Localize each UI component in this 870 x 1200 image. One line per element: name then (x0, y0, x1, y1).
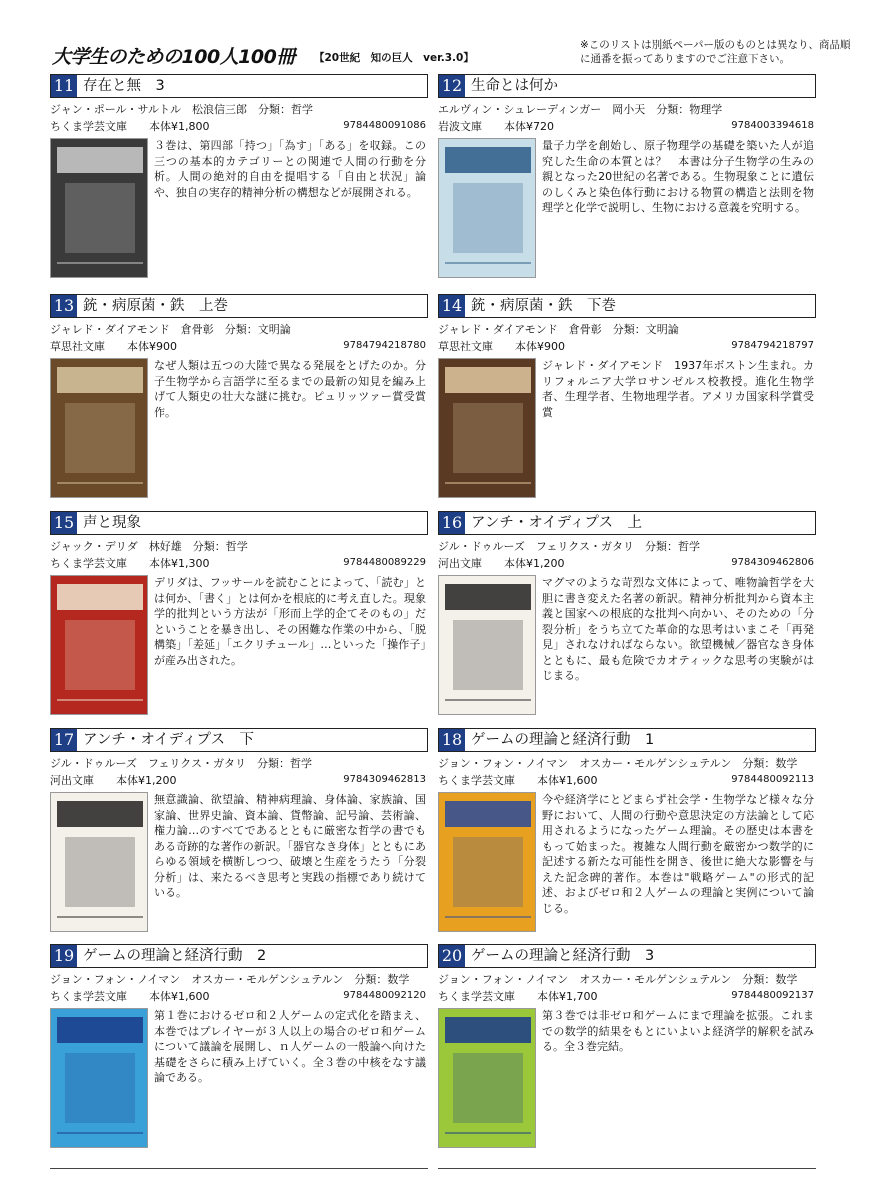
book-authors: ジョン・フォン・ノイマン オスカー・モルゲンシュテルン 分類：数学 (50, 973, 410, 986)
book-publisher-price: 河出文庫 本体¥1,200 (50, 774, 177, 787)
book-description: 第１巻におけるゼロ和２人ゲームの定式化を踏まえ、本巻ではプレイヤーが３人以上の場合のゼロ和ゲームについて議論を展開し、ｎ人ゲームの一般論へ向けた基礎をさらに積み上げていく。全３巻の中核をなす議論である。 (154, 1009, 426, 1084)
anti-oedipus-cover-1 (438, 575, 536, 715)
book-description: 今や経済学にとどまらず社会学・生物学など様々な分野において、人間の行動や意思決定の方法論として応用されるようになったゲーム理論。その歴史は本書をもって始まった。複雑な人間行動を厳密かつ数学的に記述する新たな可能性を開き、後世に絶大な影響を与えた記念碑的著作。本巻は"戦略ゲーム"の形式的記述、およびゼロ和２人ゲームの理論と実例について論じる。 (542, 793, 814, 915)
sartre-cover (50, 138, 148, 278)
book-isbn: 9784480092120 (343, 990, 426, 1001)
book-isbn: 9784480092137 (731, 990, 814, 1001)
book-publisher-price: 河出文庫 本体¥1,200 (438, 557, 565, 570)
derrida-cover (50, 575, 148, 715)
book-description: 第３巻では非ゼロ和ゲームにまで理論を拡張。これまでの数学的結果をもとにいよいよ経済学的解釈を試みる。全３巻完結。 (542, 1009, 814, 1053)
anti-oedipus-cover-2 (50, 792, 148, 932)
page-notice: ※このリストは別紙ペーパー版のものとは異なり、商品順に通番を振ってありますのでご注意下さい。 (580, 39, 851, 65)
book-authors: ジャレド・ダイアモンド 倉骨彰 分類：文明論 (438, 323, 679, 336)
book-card (50, 944, 428, 1166)
book-header (438, 294, 816, 318)
book-card (50, 74, 428, 296)
book-authors: ジョン・フォン・ノイマン オスカー・モルゲンシュテルン 分類：数学 (438, 973, 798, 986)
book-publisher-price: ちくま学芸文庫 本体¥1,600 (50, 990, 210, 1003)
book-description: ジャレド・ダイアモンド 1937年ボストン生まれ。カリフォルニア大学ロサンゼルス校教授。進化生物学者、生理学者、生物地理学者。アメリカ国家科学賞受賞 (542, 359, 814, 419)
book-isbn: 9784794218797 (731, 340, 814, 351)
book-title: ゲームの理論と経済行動 3 (471, 948, 655, 964)
book-number: 14 (439, 295, 465, 317)
book-publisher-price: ちくま学芸文庫 本体¥1,700 (438, 990, 598, 1003)
guns-cover-2 (438, 358, 536, 498)
book-publisher-price: ちくま学芸文庫 本体¥1,600 (438, 774, 598, 787)
book-publisher-price: ちくま学芸文庫 本体¥1,800 (50, 120, 210, 133)
book-card (50, 294, 428, 516)
schrodinger-cover (438, 138, 536, 278)
book-card (438, 294, 816, 516)
book-authors: ジャン・ポール・サルトル 松浪信三郎 分類：哲学 (50, 103, 314, 116)
game-theory-cover-3 (438, 1008, 536, 1148)
book-authors: ジョン・フォン・ノイマン オスカー・モルゲンシュテルン 分類：数学 (438, 757, 798, 770)
book-isbn: 9784309462813 (343, 774, 426, 785)
book-header (50, 74, 428, 98)
book-title: ゲームの理論と経済行動 1 (471, 732, 655, 748)
book-header (50, 728, 428, 752)
book-authors: ジャック・デリダ 林好雄 分類：哲学 (50, 540, 248, 553)
book-header (50, 511, 428, 535)
page-subtitle: 【20世紀 知の巨人 ver.3.0】 (314, 52, 474, 64)
book-authors: ジャレド・ダイアモンド 倉骨彰 分類：文明論 (50, 323, 291, 336)
book-card (438, 728, 816, 950)
book-header (438, 944, 816, 968)
book-authors: ジル・ドゥルーズ フェリクス・ガタリ 分類：哲学 (438, 540, 701, 553)
book-description: ３巻は、第四部「持つ」「為す」「ある」を収録。この三つの基本的カテゴリーとの関連で人間の行動を分析。人間の絶対的自由を提唱する「自由と状況」論や、独自の実存的精神分析の構想などが展開される。 (154, 139, 426, 199)
book-authors: エルヴィン・シュレーディンガー 岡小天 分類：物理学 (438, 103, 723, 116)
book-number: 17 (51, 729, 77, 751)
book-publisher-price: 岩波文庫 本体¥720 (438, 120, 554, 133)
book-title: 存在と無 3 (83, 78, 165, 94)
book-number: 20 (439, 945, 465, 967)
book-number: 19 (51, 945, 77, 967)
book-description: なぜ人類は五つの大陸で異なる発展をとげたのか。分子生物学から言語学に至るまでの最新の知見を編み上げて人類史の壮大な謎に挑む。ピュリッツァー賞受賞作。 (154, 359, 426, 419)
book-header (438, 74, 816, 98)
book-publisher-price: 草思社文庫 本体¥900 (438, 340, 565, 353)
book-title: 銃・病原菌・鉄 下巻 (471, 298, 616, 314)
book-card (438, 944, 816, 1166)
card-divider (438, 1168, 816, 1169)
book-description: デリダは、フッサールを読むことによって、「読む」とは何か、「書く」とは何かを根底的に考え直した。現象学的批判という方法が「形而上学的企てそのもの」だということを暴き出し、その困難な作業の中から、「脱構築」「差延」「エクリチュール」…といった「操作子」が産み出された。 (154, 576, 426, 667)
book-isbn: 9784794218780 (343, 340, 426, 351)
book-number: 18 (439, 729, 465, 751)
book-header (50, 944, 428, 968)
book-authors: ジル・ドゥルーズ フェリクス・ガタリ 分類：哲学 (50, 757, 313, 770)
book-isbn: 9784003394618 (731, 120, 814, 131)
book-card (50, 511, 428, 733)
book-header (438, 511, 816, 535)
book-title: ゲームの理論と経済行動 2 (83, 948, 267, 964)
book-title: 銃・病原菌・鉄 上巻 (83, 298, 228, 314)
book-description: マグマのような苛烈な文体によって、唯物論哲学を大胆に書き変えた名著の新訳。精神分析批判から資本主義と国家への根底的な批判へ向かい、そのための「分裂分析」をうち立てた革命的な思考はいまこそ「再発見」されなければならない。欲望機械／器官なき身体とともに、最も危険でカオティックな思考の実験がはじまる。 (542, 576, 814, 682)
game-theory-cover-2 (50, 1008, 148, 1148)
book-number: 12 (439, 75, 465, 97)
book-isbn: 9784480092113 (731, 774, 814, 785)
book-description: 量子力学を創始し、原子物理学の基礎を築いた人が追究した生命の本質とは？ 本書は分子生物学の生みの親となった20世紀の名著である。生物現象ことに遺伝のしくみと染色体行動における物質の構造と法則を物理学と化学で説明し、生物における意義を究明する。 (542, 139, 814, 214)
book-isbn: 9784480089229 (343, 557, 426, 568)
book-isbn: 9784480091086 (343, 120, 426, 131)
book-title: 生命とは何か (471, 78, 558, 94)
book-header (50, 294, 428, 318)
book-card (438, 511, 816, 733)
book-title: 声と現象 (83, 515, 141, 531)
game-theory-cover-1 (438, 792, 536, 932)
book-publisher-price: 草思社文庫 本体¥900 (50, 340, 177, 353)
book-description: 無意識論、欲望論、精神病理論、身体論、家族論、国家論、世界史論、資本論、貨幣論、記号論、芸術論、権力論…のすべてであるとともに厳密な哲学の書でもある奇跡的な著作の新訳。「器官なき身体」とともにあらゆる領域を横断しつつ、破壊と生産をうたう「分裂分析」は、来たるべき思考と実践の指標であり続けている。 (154, 793, 426, 899)
card-divider (50, 1168, 428, 1169)
book-card (50, 728, 428, 950)
page-title: 大学生のための100人100冊 (52, 46, 295, 68)
book-publisher-price: ちくま学芸文庫 本体¥1,300 (50, 557, 210, 570)
book-header (438, 728, 816, 752)
book-number: 16 (439, 512, 465, 534)
book-isbn: 9784309462806 (731, 557, 814, 568)
book-number: 13 (51, 295, 77, 317)
book-card (438, 74, 816, 296)
book-number: 15 (51, 512, 77, 534)
page-header (52, 38, 851, 72)
book-number: 11 (51, 75, 77, 97)
book-title: アンチ・オイディプス 下 (83, 732, 254, 748)
book-title: アンチ・オイディプス 上 (471, 515, 642, 531)
guns-cover-1 (50, 358, 148, 498)
